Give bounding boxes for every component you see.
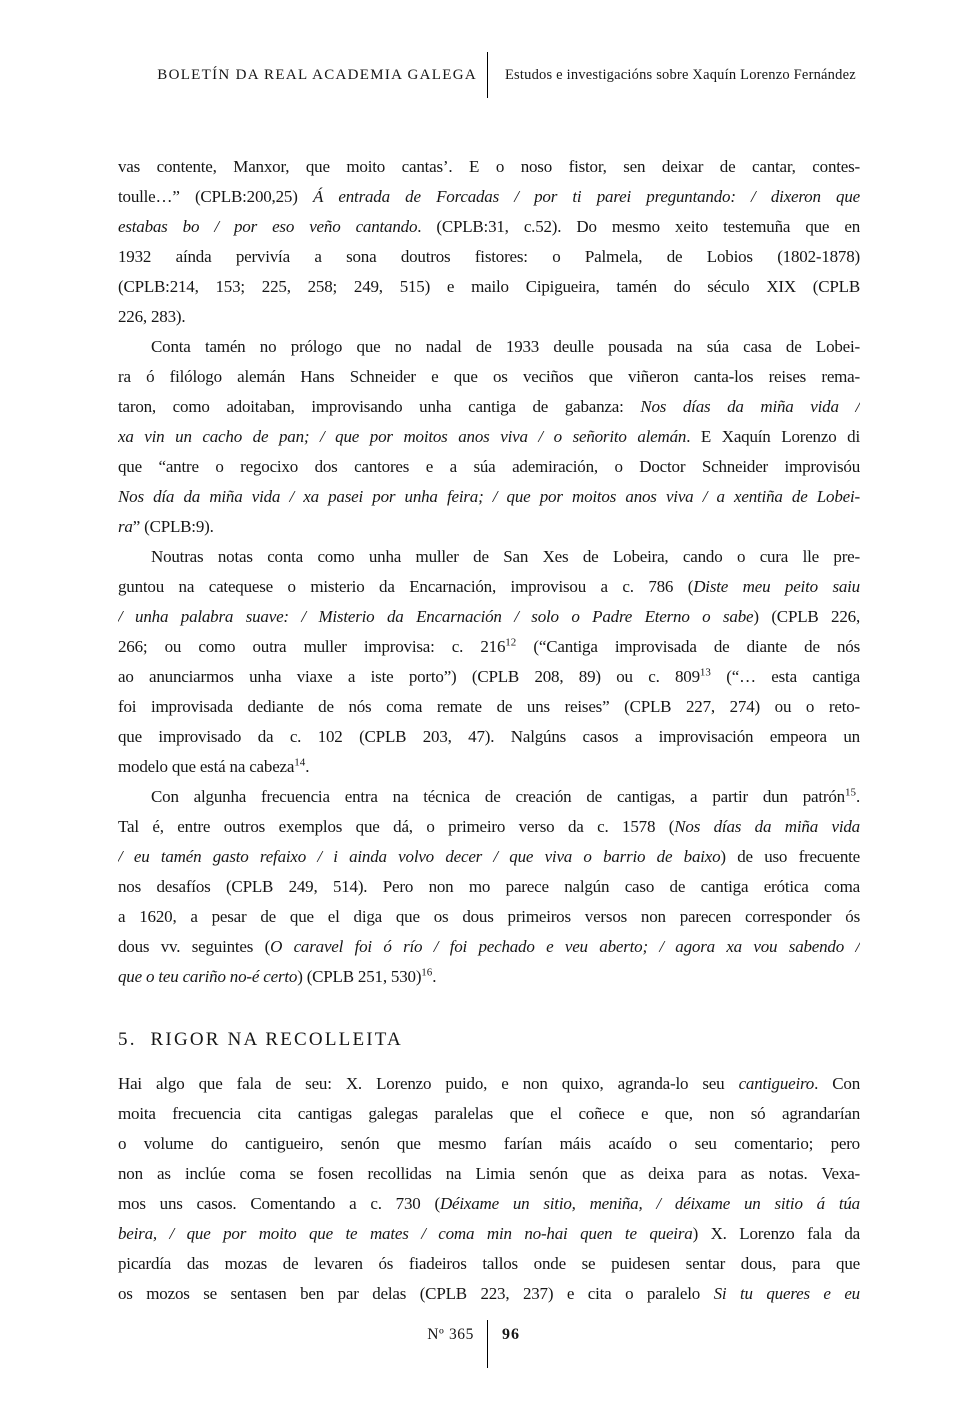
paragraph [118,332,860,542]
text-line [118,1099,860,1129]
text-segment: a 1620, a pesar de que el diga que os dous primeiros versos non parecen corresponder ós [118,907,860,926]
text-line [118,1159,860,1189]
text-line [118,1249,860,1279]
text-segment: . [855,787,860,806]
footnote-reference: 14 [294,756,306,769]
text-line [118,1219,860,1249]
journal-title: BOLETÍN DA REAL ACADEMIA GALEGA [157,66,477,83]
text-line [118,692,860,722]
text-segment: que “antre o regocixo dos cantores e a súa ademiración, o Doctor Schneider improvisóu [118,457,860,476]
text-segment: Nos días da miña vida [674,817,860,836]
text-segment: Déixame un sitio, meniña, / déixame un sitio á túa [439,1194,860,1213]
paragraph [118,542,860,782]
text-segment: . [305,757,310,776]
text-line [118,932,860,962]
text-segment: ao anunciarmos unha viaxe a iste porto”) (CPLB 208, 89) ou c. 809 [118,667,700,686]
text-segment: / unha palabra suave: / Misterio da Encarnación / solo o Padre Eterno o sabe [118,607,754,626]
paragraph [118,782,860,992]
text-segment: Tal é, entre outros exemplos que dá, o primeiro verso da c. 1578 ( [118,817,675,836]
text-segment: foi improvisada dediante de nós coma remate de uns reises” (CPLB 227, 274) ou o reto- [118,697,860,716]
text-segment: (“… esta cantiga [710,667,860,686]
text-segment: Hai algo que fala de seu: X. Lorenzo puido, e non quixo, agranda-lo seu [118,1074,739,1093]
text-segment: 226, 283). [118,307,186,326]
text-segment: Nos día da miña vida / xa pasei por unha feira; / que por moitos anos viva / a xentiña de Lobei- [118,487,860,506]
text-segment: picardía das mozas de levaren ós fiadeiros tallos onde se puidesen sentar dous, para que [118,1254,860,1273]
text-segment: Noutras notas conta como unha muller de San Xes de Lobeira, cando o cura lle pre- [151,547,860,566]
paragraph [118,152,860,332]
text-segment: guntou na catequese o misterio da Encarnación, improvisou a c. 786 ( [118,577,694,596]
text-segment: o volume do cantigueiro, senón que mesmo farían máis acaído o seu comentario; pero [118,1134,860,1153]
text-segment: xa vin un cacho de pan; / que por moitos anos viva / o señorito alemán [118,427,687,446]
text-line [118,422,860,452]
text-segment: que o teu cariño no-é certo [118,967,298,986]
page-body [118,152,860,1309]
text-segment: . E Xaquín Lorenzo di [686,427,860,446]
text-segment: Á entrada de Forcadas / por ti parei preguntando: / dixeron que [312,187,860,206]
text-segment: Conta tamén no prólogo que no nadal de 1933 deulle pousada na súa casa de Lobei- [151,337,860,356]
text-segment: beira, / que por moito que te mates / coma min no-hai quen te queira [118,1224,693,1243]
text-segment: taron, como adoitaban, improvisando unha cantiga de gabanza: [118,397,641,416]
text-segment: ” (CPLB:9). [132,517,214,536]
text-segment: ) de uso frecuente [720,847,860,866]
text-segment: Diste meu peito saiu [693,577,860,596]
article-title: Estudos e investigacións sobre Xaquín Lorenzo Fernández [505,66,856,83]
issue-number: Nº 365 [427,1326,474,1343]
text-segment: (“Cantiga improvisada de diante de nós [516,637,860,656]
text-line [118,1069,860,1099]
text-line [118,632,860,662]
text-segment: Con algunha frecuencia entra na técnica de creación de cantigas, a partir dun patrón [151,787,845,806]
text-segment: / eu tamén gasto refaixo / i ainda volvo decer / que viva o barrio de baixo [118,847,721,866]
text-line [118,512,860,542]
text-segment: ) (CPLB 251, 530) [297,967,422,986]
footnote-reference: 15 [844,786,856,799]
text-segment: Si tu queres e eu [713,1284,860,1303]
text-line [118,902,860,932]
text-line [118,392,860,422]
text-segment: ) (CPLB 226, [753,607,860,626]
text-line [118,962,860,992]
text-line [118,722,860,752]
text-segment: toulle…” (CPLB:200,25) [118,187,313,206]
text-line [118,482,860,512]
text-line [118,1129,860,1159]
text-line [118,842,860,872]
text-line [118,452,860,482]
text-line [118,152,860,182]
text-line [118,332,860,362]
paragraph [118,1069,860,1309]
text-segment: ) X. Lorenzo fala da [692,1224,860,1243]
text-segment: mos uns casos. Comentando a c. 730 ( [118,1194,440,1213]
text-segment: 266; ou como outra muller improvisa: c. 216 [118,637,506,656]
text-segment: os mozos se sentasen ben par delas (CPLB 223, 237) e cita o paralelo [118,1284,714,1303]
page-number: 96 [502,1326,520,1343]
text-segment: ra [118,517,133,536]
text-line [118,782,860,812]
text-segment: vas contente, Manxor, que moito cantas’. E o noso fistor, sen deixar de cantar, contes- [118,157,860,176]
text-line [118,272,860,302]
text-segment: O caravel foi ó río / foi pechado e veu aberto; / agora xa vou sabendo / [270,937,860,956]
text-segment: . [432,967,437,986]
text-line [118,1279,860,1309]
text-segment: nos desafíos (CPLB 249, 514). Pero non mo parece nalgún caso de cantiga erótica coma [118,877,860,896]
text-segment: moita frecuencia cita cantigas galegas paralelas que el coñece e que, non só agrandarían [118,1104,860,1123]
footnote-reference: 12 [505,636,517,649]
section-heading: 5. RIGOR NA RECOLLEITA [118,1029,403,1050]
text-segment: (CPLB:214, 153; 225, 258; 249, 515) e mailo Cipigueira, tamén do século XIX (CPLB [118,277,860,296]
text-line [118,752,860,782]
text-segment: Nos días da miña vida / [640,397,860,416]
page-header [0,52,975,98]
footnote-reference: 16 [421,966,433,979]
text-line [118,542,860,572]
text-line [118,182,860,212]
text-segment: dous vv. seguintes ( [118,937,271,956]
text-segment: ra ó filólogo alemán Hans Schneider e que os veciños que viñeron canta-los reises rema- [118,367,860,386]
text-line [118,1189,860,1219]
text-segment: 1932 aínda pervivía a sona doutros fistores: o Palmela, de Lobios (1802-1878) [118,247,860,266]
text-line [118,572,860,602]
text-line [118,662,860,692]
text-segment: . (CPLB:31, c.52). Do mesmo xeito testemuña que en [417,217,860,236]
text-line [118,242,860,272]
text-segment: cantigueiro [738,1074,815,1093]
text-line [118,302,860,332]
page-footer [0,1320,975,1368]
text-segment: non as inclúe coma se fosen recollidas na Limia senón que as deixa para as notas. Vexa- [118,1164,860,1183]
text-segment: modelo que está na cabeza [118,757,295,776]
text-line [118,812,860,842]
footnote-reference: 13 [699,666,711,679]
text-segment: que improvisado da c. 102 (CPLB 203, 47). Nalgúns casos a improvisación empeora un [118,727,860,746]
text-segment: estabas bo / por eso veño cantando [118,217,418,236]
text-line [118,362,860,392]
text-line [118,872,860,902]
text-segment: . Con [814,1074,860,1093]
text-line [118,602,860,632]
text-line [118,212,860,242]
